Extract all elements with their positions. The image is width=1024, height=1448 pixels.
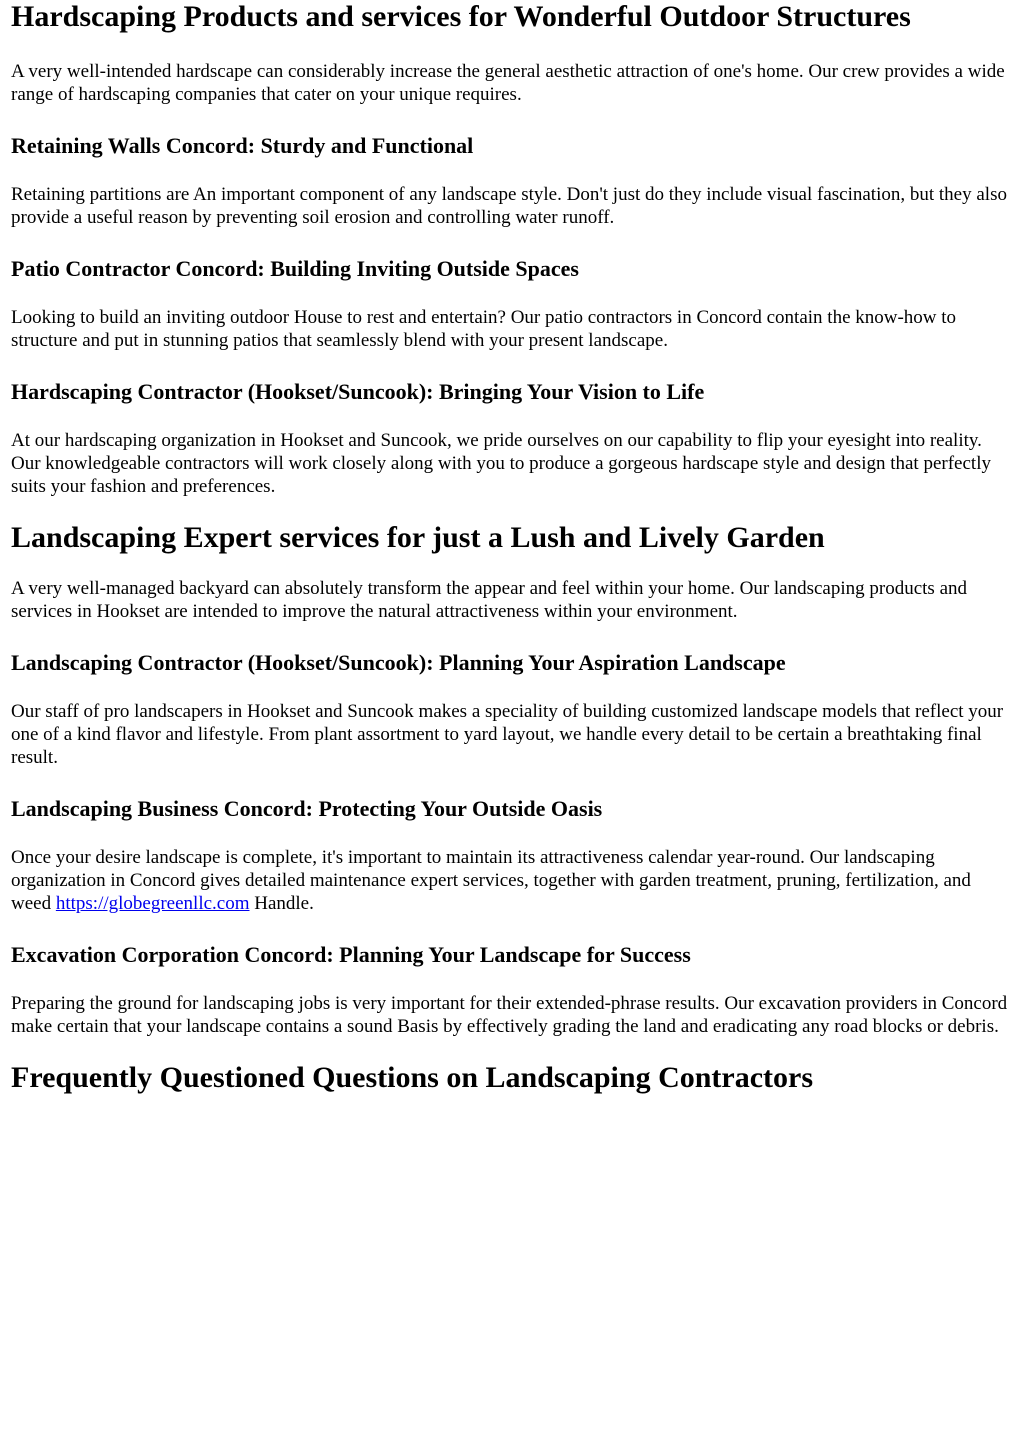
hardscaping-contractor-heading: Hardscaping Contractor (Hookset/Suncook): Bringing Your Vision to Life <box>11 379 705 404</box>
hardscaping-intro: A very well-intended hardscape can considerably increase the general aesthetic attraction of one's home. Our crew provides a wide range of hardscaping companies that cater on your unique requires. <box>11 61 1005 105</box>
patio-contractor-heading: Patio Contractor Concord: Building Inviting Outside Spaces <box>11 256 579 281</box>
globegreen-link[interactable]: https://globegreenllc.com <box>55 893 250 914</box>
landscaping-business-body-start: Once your desire landscape is complete, it's important to maintain its attractiveness calendar year-round. Our landscaping organization in Concord gives detailed maintenance expert services, together with garden treatment, pruning, fertilization, and weed <box>11 847 971 914</box>
landscaping-contractor-body: Our staff of pro landscapers in Hookset and Suncook makes a speciality of building customized landscape models that reflect your one of a kind flavor and lifestyle. From plant assortment to yard layout, we handle every detail to be certain a breathtaking final result. <box>11 701 1004 768</box>
faq-title: Frequently Questioned Questions on Landscaping Contractors <box>11 1061 814 1094</box>
landscaping-business-body <box>11 846 1013 915</box>
landscaping-intro: A very well-managed backyard can absolutely transform the appear and feel within your home. Our landscaping products and services in Hookset are intended to improve the natural attractiveness within your environment. <box>11 578 968 622</box>
landscaping-title: Landscaping Expert services for just a Lush and Lively Garden <box>11 521 825 554</box>
landscaping-business-heading: Landscaping Business Concord: Protecting Your Outside Oasis <box>11 796 603 821</box>
retaining-walls-body: Retaining partitions are An important component of any landscape style. Don't just do they include visual fascination, but they also provide a useful reason by preventing soil erosion and controlling water runoff. <box>11 184 1007 228</box>
hardscaping-title: Hardscaping Products and services for Wonderful Outdoor Structures <box>11 0 911 33</box>
hardscaping-contractor-body: At our hardscaping organization in Hookset and Suncook, we pride ourselves on our capability to flip your eyesight into reality. Our knowledgeable contractors will work closely along with you to produce a gorgeous hardscape style and design that perfectly suits your fashion and preferences. <box>11 430 991 497</box>
patio-contractor-body: Looking to build an inviting outdoor House to rest and entertain? Our patio contractors in Concord contain the know-how to structure and put in stunning patios that seamlessly blend with your present landscape. <box>11 307 957 351</box>
excavation-body: Preparing the ground for landscaping jobs is very important for their extended-phrase results. Our excavation providers in Concord make certain that your landscape contains a sound Basis by effectively grading the land and eradicating any road blocks or debris. <box>11 993 1008 1037</box>
excavation-heading: Excavation Corporation Concord: Planning Your Landscape for Success <box>11 942 691 967</box>
retaining-walls-heading: Retaining Walls Concord: Sturdy and Functional <box>11 133 474 158</box>
landscaping-contractor-heading: Landscaping Contractor (Hookset/Suncook): Planning Your Aspiration Landscape <box>11 650 786 675</box>
landscaping-business-body-end: Handle. <box>249 893 314 914</box>
